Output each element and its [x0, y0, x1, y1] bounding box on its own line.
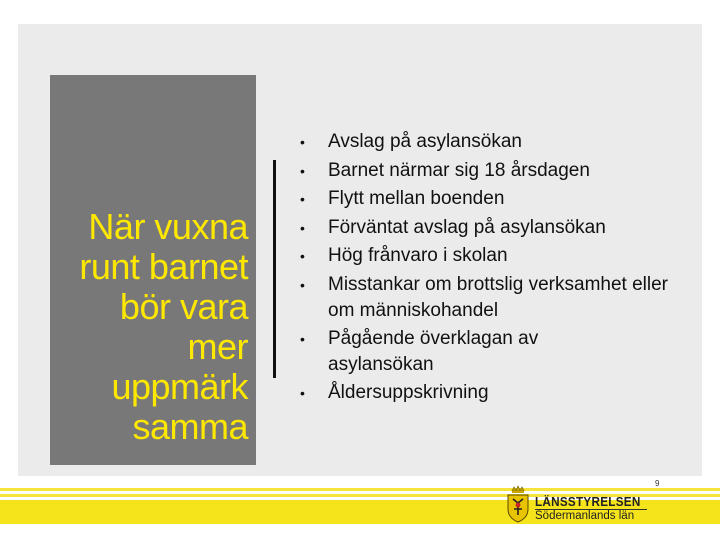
bullet-icon: •	[300, 330, 305, 347]
bullet-icon: •	[300, 134, 305, 150]
title-line: mer	[187, 326, 248, 367]
bullet-item: • Misstankar om brottslig verksamhet eller om människohandel	[298, 271, 678, 325]
title-line: samma	[132, 406, 248, 447]
page-number: 9	[655, 479, 660, 488]
vertical-divider	[273, 160, 276, 378]
bullet-item: • Avslag på asylansökan	[298, 128, 678, 157]
bullet-icon: •	[300, 219, 305, 236]
bullet-icon: •	[300, 248, 305, 264]
title-line: bör vara	[119, 286, 248, 327]
title-line: runt barnet	[79, 246, 248, 287]
bullet-item: • Pågående överklagan av asylansökan	[298, 325, 678, 379]
bullet-icon: •	[300, 384, 305, 401]
title-line: uppmärk	[111, 366, 248, 407]
bullet-item: • Förväntat avslag på asylansökan	[298, 214, 678, 243]
logo-region: Södermanlands län	[535, 510, 635, 522]
title-line: När vuxna	[88, 206, 248, 247]
bullet-icon: •	[300, 162, 305, 179]
bullet-item: • Barnet närmar sig 18 årsdagen	[298, 157, 678, 186]
bullet-icon: •	[300, 191, 305, 207]
slide-title	[48, 207, 248, 447]
footer-stripe	[0, 488, 720, 491]
bullet-item: • Flytt mellan boenden	[298, 185, 678, 214]
bullet-item: • Åldersuppskrivning	[298, 379, 678, 408]
coat-of-arms-icon	[505, 485, 531, 523]
bullet-list	[298, 128, 678, 407]
title-panel	[50, 75, 256, 465]
logo-name: LÄNSSTYRELSEN	[535, 494, 641, 509]
bullet-icon: •	[300, 276, 305, 293]
bullet-item: • Hög frånvaro i skolan	[298, 242, 678, 271]
